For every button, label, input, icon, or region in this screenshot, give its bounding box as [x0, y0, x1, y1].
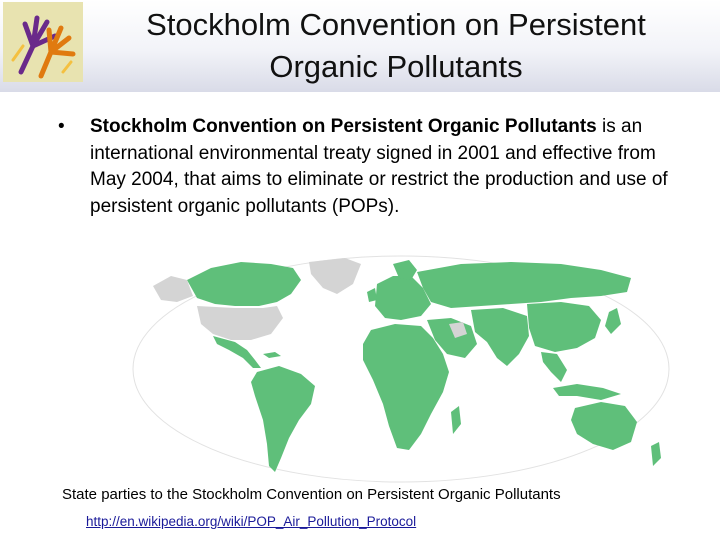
slide-header — [0, 0, 720, 92]
hands-logo-icon — [3, 2, 83, 82]
title-line-2: Organic Pollutants — [269, 49, 523, 84]
slide-title — [86, 4, 706, 88]
world-map — [131, 254, 671, 484]
land-alaska — [153, 276, 193, 302]
title-line-1: Stockholm Convention on Persistent — [146, 7, 646, 42]
bullet-text — [90, 114, 670, 220]
bullet-marker: • — [58, 116, 65, 137]
bullet-bold-text: Stockholm Convention on Persistent Organic Pollutants — [90, 116, 597, 137]
bullet-body-text: is an international environmental treaty signed in 2001 and effective from May 2004, that aims to eliminate or restrict the production and use of persistent organic pollutants (POPs). — [90, 116, 668, 217]
map-caption: State parties to the Stockholm Convention on Persistent Organic Pollutants — [62, 486, 561, 503]
land-new-zealand — [651, 442, 661, 466]
source-link[interactable]: http://en.wikipedia.org/wiki/POP_Air_Pollution_Protocol — [86, 514, 417, 529]
